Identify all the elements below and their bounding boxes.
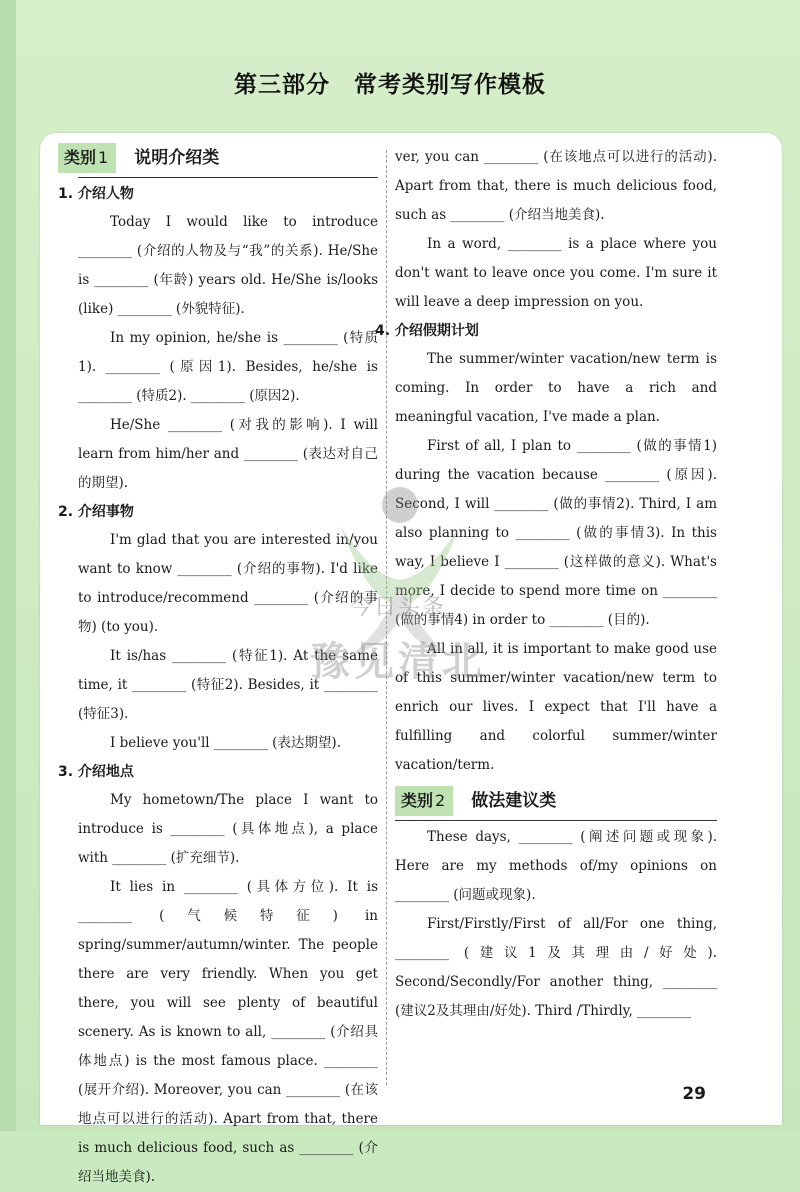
watermark-text-top: 今日头条 <box>350 595 447 620</box>
paragraph-continued: It lies in ________ (具体方位). It is ________ (气候特征) in spring/summer/autumn/winter. The people there are very friendly. When you get there, you will see plenty of beautiful scenery. As is known to all, ________ (介绍具体地点) is the most famous place. ________ (展开介绍). Moreover, you can ________ (在该地点可以进行的活动). Apart from that, there is much delicious food, such as ________ (介绍当地美食). <box>78 879 378 1185</box>
paragraph: All in all, it is important to make good use of this summer/winter vacation/new term to enrich our lives. I expect that I'll have a fulfilling and colorful summer/winter vacation/term. <box>395 641 717 773</box>
paragraph-continuation: ver, you can ________ (在该地点可以进行的活动). Apart from that, there is much delicious food, such as ________ (介绍当地美食). <box>395 149 717 223</box>
category-number: 1 <box>98 148 109 167</box>
section-heading-thing: 2. 介绍事物 <box>58 504 134 520</box>
category-title: 说明介绍类 <box>134 148 220 168</box>
paragraph: These days, ________ (阐述问题或现象). Here are my methods of/my opinions on ________ (问题或现象). <box>395 829 717 903</box>
category-title: 做法建议类 <box>471 791 557 811</box>
category-badge <box>58 143 116 173</box>
paragraph: He/She ________ (对我的影响). I will learn from him/her and ________ (表达对自己的期望). <box>78 417 378 491</box>
watermark-text-bottom: 豫见清北 <box>310 639 486 685</box>
category-label: 类别 <box>64 148 97 167</box>
paragraph: Today I would like to introduce ________ (介绍的人物及与“我”的关系). He/She is ________ (年龄) years old. He/She is/looks (like) ________ (外貌特征). <box>78 214 378 317</box>
paragraph: I believe you'll ________ (表达期望). <box>110 735 341 751</box>
category-badge <box>395 786 453 816</box>
page-title: 第三部分 常考类别写作模板 <box>234 72 546 98</box>
right-column <box>375 143 717 1026</box>
category-2-header <box>395 786 717 821</box>
category-label: 类别 <box>401 791 434 810</box>
category-1-header <box>64 143 378 178</box>
page-binding-edge <box>0 0 16 1131</box>
paragraph: My hometown/The place I want to introduce is ________ (具体地点), a place with ________ (扩充细节). <box>78 792 378 866</box>
category-number: 2 <box>435 791 446 810</box>
paragraph: The summer/winter vacation/new term is coming. In order to have a rich and meaningful vacation, I've made a plan. <box>395 351 717 425</box>
section-heading-vacation-plan: 4. 介绍假期计划 <box>375 323 479 339</box>
paragraph: In a word, ________ is a place where you don't want to leave once you come. I'm sure it will leave a deep impression on you. <box>395 236 717 310</box>
paragraph: First of all, I plan to ________ (做的事情1) during the vacation because ________ (原因). Second, I will ________ (做的事情2). Third, I am also planning to ________ (做的事情3). In this way, I believe I ________ (这样做的意义). What's more, I decide to spend more time on ________ (做的事情4) in order to ________ (目的). <box>395 438 717 628</box>
page-number: 29 <box>682 1084 706 1104</box>
left-column <box>58 143 378 1185</box>
paragraph: In my opinion, he/she is ________ (特质1). ________ (原因1). Besides, he/she is ________ (特质2). ________ (原因2). <box>78 330 378 404</box>
section-heading-person: 1. 介绍人物 <box>58 186 134 202</box>
paragraph: I'm glad that you are interested in/you want to know ________ (介绍的事物). I'd like to introduce/recommend ________ (介绍的事物) (to you). <box>78 532 378 635</box>
paragraph: It is/has ________ (特征1). At the same time, it ________ (特征2). Besides, it ________ (特征3). <box>78 648 378 722</box>
section-heading-place: 3. 介绍地点 <box>58 764 134 780</box>
paragraph: First/Firstly/First of all/For one thing, ________ (建议1及其理由/好处). Second/Secondly/For another thing, ________ (建议2及其理由/好处). Third /Thirdly, ________ <box>395 916 717 1019</box>
